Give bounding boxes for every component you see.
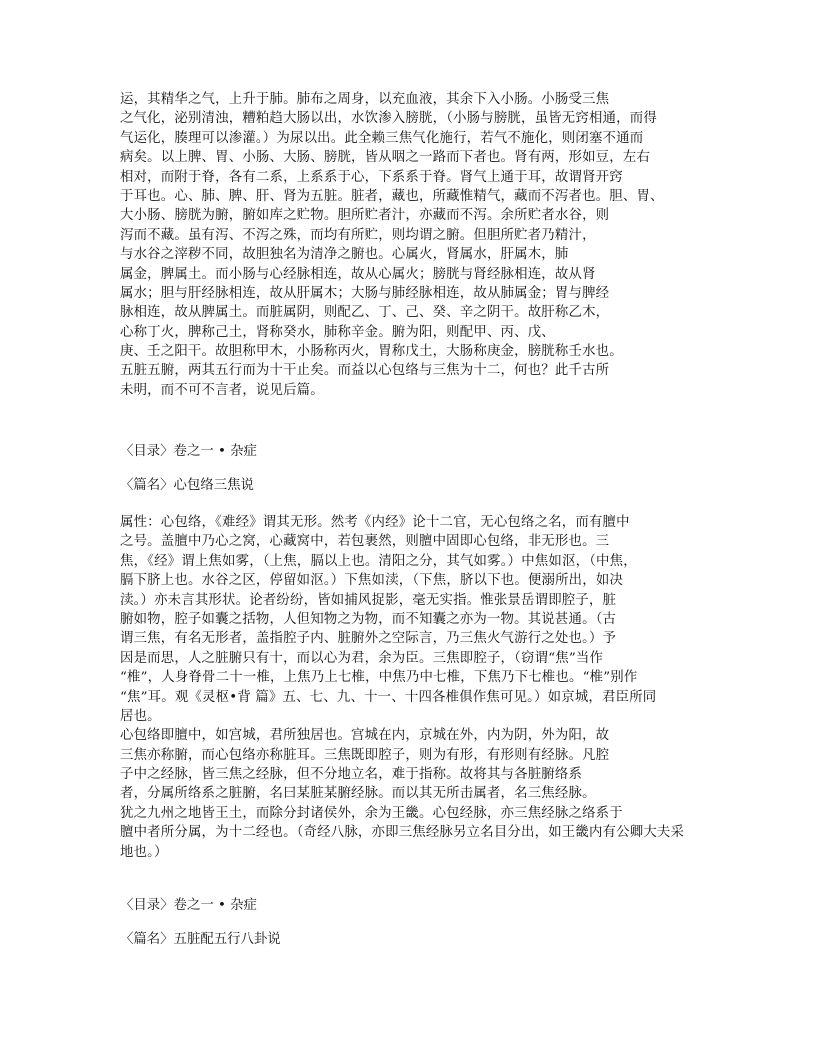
paragraph-line: 心包络即膻中，如宫城，君所独居也。宫城在内，京城在外，内为阴，外为阳，故 [120, 728, 610, 744]
paragraph-line: 相对，而附于脊，各有二系，上系系于心，下系系于脊。肾气上通于耳，故谓肾开窍 [120, 169, 623, 185]
paragraph-line: 五脏五腑，两其五行而为十干止矣。而益以心包络与三焦为十二，何也？此千古所 [120, 363, 610, 379]
paragraph-line: 属性：心包络，《难经》谓其无形。然考《内经》论十二官，无心包络之名，而有膻中 [120, 515, 630, 530]
paragraph-line: “焦”耳。观《灵枢•背 篇》五、七、九、十一、十四各椎俱作焦可见。）如京城，君臣所同 [120, 689, 657, 705]
paragraph-line: 腑如物，腔子如囊之括物，人但知物之为物，而不知囊之亦为一物。其说甚通。（古 [120, 611, 617, 627]
paragraph-line: 脉相连，故从脾属土。而脏属阴，则配乙、丁、己、癸、辛之阴干。故肝称乙木， [120, 305, 610, 321]
paragraph-line: 之号。盖膻中乃心之窝，心藏窝中，若包裹然，则膻中固即心包络，非无形也。三 [120, 534, 610, 550]
paragraph-line: 未明，而不可不言者，说见后篇。 [120, 382, 324, 398]
paragraph-line: 谓三焦，有名无形者，盖指腔子内、脏腑外之空际言，乃三焦火气游行之处也。）予 [120, 631, 617, 647]
paragraph-line: 焦，《经》谓上焦如雾，（上焦，膈以上也。清阳之分，其气如雾。）中焦如沤，（中焦， [120, 553, 637, 569]
paragraph-line: 气运化，腠理可以渗灌。）为尿以出。此全赖三焦气化施行，若气不施化，则闭塞不通而 [120, 130, 644, 146]
paragraph-line: “椎”，人身脊骨二十一椎，上焦乃上七椎，中焦乃中七椎，下焦乃下七椎也。“椎”别作 [120, 670, 638, 686]
paragraph-line: 与水谷之滓秽不同，故胆独名为清净之腑也。心属火，肾属水，肝属木，肺 [120, 247, 569, 263]
paragraph-line: 庚、壬之阳干。故胆称甲木，小肠称丙火，胃称戊土，大肠称庚金，膀胱称壬水也。 [120, 344, 623, 360]
paragraph-line: 三焦亦称腑，而心包络亦称脏耳。三焦既即腔子，则为有形，有形则有经脉。凡腔 [120, 747, 610, 763]
paragraph-line: 泻而不藏。虽有泻、不泻之殊，而均有所贮，则均谓之腑。但胆所贮者乃精汁， [120, 227, 596, 243]
paragraph-line: 膈下脐上也。水谷之区，停留如沤。）下焦如渎，（下焦，脐以下也。便溺所出，如决 [120, 573, 624, 589]
paragraph-line: 大小肠、膀胱为腑，腑如库之贮物。胆所贮者汁，亦藏而不泻。余所贮者水谷，则 [120, 208, 610, 224]
paragraph-line: 渎。）亦未言其形状。论者纷纷，皆如捕风捉影，毫无实指。惟张景岳谓即腔子，脏 [120, 592, 617, 608]
chapter-title: 〈篇名〉五脏配五行八卦说 [120, 932, 281, 947]
paragraph-line: 心称丁火，脾称己土，肾称癸水，肺称辛金。腑为阳，则配甲、丙、戊、 [120, 324, 555, 340]
paragraph-line: 子中之经脉，皆三焦之经脉，但不分地立名，难于指称。故将其与各脏腑络系 [120, 767, 583, 783]
paragraph-line: 之气化，泌别清浊，糟粕趋大肠以出，水饮渗入膀胱，（小肠与膀胱，虽皆无窍相通，而得 [120, 111, 657, 127]
paragraph-line: 于耳也。心、肺、脾、肝、肾为五脏。脏者，藏也，所藏惟精气，藏而不泻者也。胆、胃、 [120, 188, 664, 204]
paragraph-line: 地也。） [120, 844, 168, 860]
paragraph-line: 属水；胆与肝经脉相连，故从肝属木；大肠与肺经脉相连，故从肺属金；胃与脾经 [120, 285, 610, 301]
section2-body [120, 513, 740, 862]
paragraph-line: 属金，脾属土。而小肠与心经脉相连，故从心属火；膀胱与肾经脉相连，故从肾 [120, 266, 596, 282]
paragraph-line: 病矣。以上脾、胃、小肠、大肠、膀胱，皆从咽之一路而下者也。肾有两，形如豆，左右 [120, 150, 651, 166]
catalog-heading: 〈目录〉卷之一 • 杂症 [120, 444, 257, 459]
catalog-heading: 〈目录〉卷之一 • 杂症 [120, 898, 257, 913]
paragraph-line: 膻中者所分属，为十二经也。（奇经八脉，亦即三焦经脉另立名目分出，如王畿内有公卿大夫采 [120, 825, 685, 841]
section1-body [120, 90, 740, 400]
paragraph-line: 犹之九州之地皆王土，而除分封诸侯外，余为王畿。心包经脉，亦三焦经脉之络系于 [120, 805, 623, 821]
chapter-title: 〈篇名〉心包络三焦说 [120, 478, 254, 493]
paragraph-line: 因是而思，人之脏腑只有十，而以心为君，余为臣。三焦即腔子，（窃谓“焦”当作 [120, 650, 604, 666]
paragraph-line: 者，分属所络系之脏腑，名曰某脏某腑经脉。而以其无所击属者，名三焦经脉。 [120, 786, 596, 802]
paragraph-line: 运，其精华之气，上升于肺。肺布之周身，以充血液，其余下入小肠。小肠受三焦 [120, 92, 610, 107]
paragraph-line: 居也。 [120, 708, 161, 724]
